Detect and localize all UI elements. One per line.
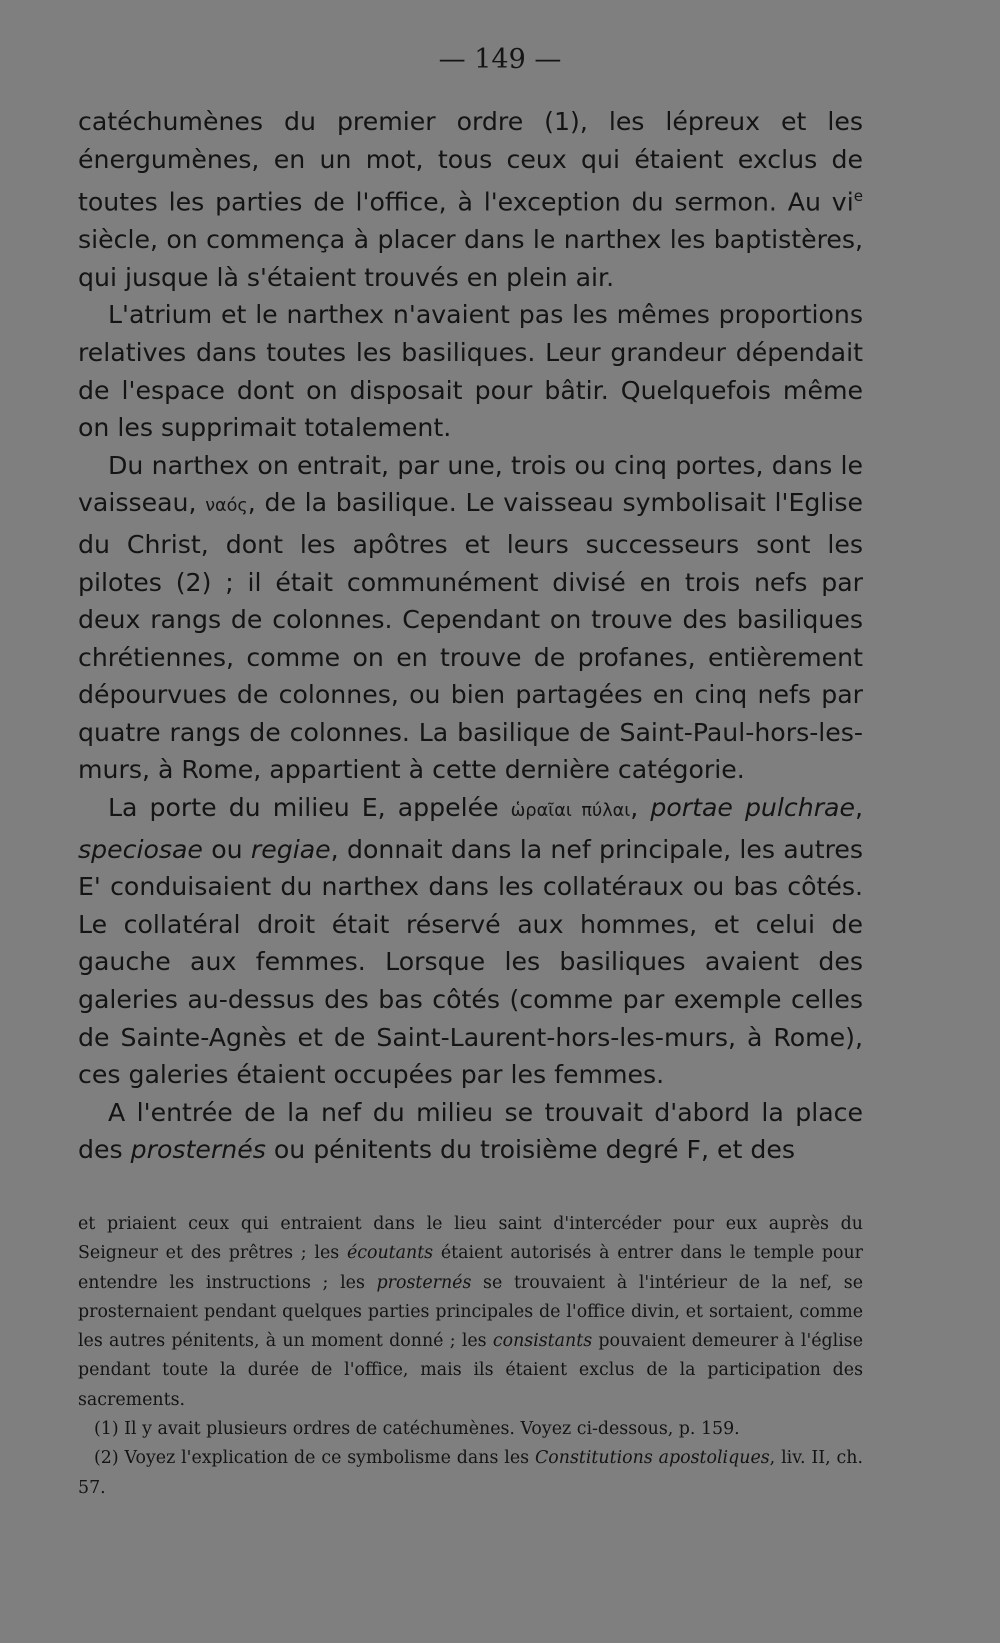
- text-segment: (1) Il y avait plusieurs ordres de catéchumènes. Voyez ci-dessous, p. 159.: [94, 1419, 740, 1440]
- text-segment: , donnait dans la nef principale, les autres E' conduisaient du narthex dans les collatéraux ou bas côtés. Le collatéral droit était réservé aux hommes, et celui de gauche aux femmes. Lorsque les basiliques avaient des galeries au-dessus des bas côtés (comme par exemple celles de Sainte-Agnès et de Saint-Laurent-hors-les-murs, à Rome), ces galeries étaient occupées par les femmes.: [78, 834, 864, 1090]
- footnote-continuation: [78, 1210, 863, 1415]
- text-segment: ὡραῖαι πύλαι: [510, 801, 631, 822]
- text-segment: prosternés: [376, 1272, 472, 1293]
- text-segment: regiae: [250, 834, 331, 864]
- text-segment: La porte du milieu E, appelée: [108, 793, 511, 823]
- text-segment: consistants: [492, 1331, 593, 1352]
- footnotes: [78, 1210, 863, 1503]
- text-segment: Constitutions apostoliques: [534, 1448, 770, 1469]
- text-segment: speciosae: [78, 834, 203, 864]
- text-segment: L'atrium et le narthex n'avaient pas les mêmes proportions relatives dans toutes les basiliques. Leur grandeur dépendait de l'espace dont on disposait pour bâtir. Quelquefois même on les supprimait totalement.: [78, 300, 863, 443]
- text-segment: portae pulchrae: [650, 793, 855, 823]
- text-segment: et priaient ceux qui entraient dans le lieu saint d'intercéder pour eux auprès du Seigneur et des prêtres ; les: [78, 1214, 863, 1264]
- text-segment: ναός: [205, 496, 248, 517]
- page-number: — 149 —: [438, 44, 562, 75]
- text-segment: siècle, on commença à placer dans le narthex les baptistères, qui jusque là s'étaient trouvés en plein air.: [78, 225, 863, 292]
- text-segment: vi: [831, 187, 854, 217]
- text-segment: catéchumènes du premier ordre (1), les lépreux et les énergumènes, en un mot, tous ceux qui étaient exclus de toutes les parties de l'office, à l'exception du sermon. Au: [78, 107, 863, 217]
- text-segment: pouvaient demeurer à l'église pendant toute la durée de l'office, mais ils étaient exclus de la participation des sacrements.: [78, 1331, 863, 1410]
- main-text: [78, 103, 863, 1169]
- text-segment: étaient autorisés à entrer dans le temple pour entendre les instructions ; les: [78, 1243, 863, 1293]
- paragraph-4: [78, 789, 863, 1094]
- text-segment: ou pénitents du troisième degré F, et des: [265, 1135, 795, 1165]
- text-segment: , de la basilique. Le vaisseau symbolisait l'Eglise du Christ, dont les apôtres et leurs successeurs sont les pilotes (2) ; il était communément divisé en trois nefs par deux rangs de colonnes. Cependant on trouve des basiliques chrétiennes, comme on en trouve de profanes, entièrement dépourvues de colonnes, ou bien partagées en cinq nefs par quatre rangs de colonnes. La basilique de Saint-Paul-hors-les-murs, à Rome, appartient à cette dernière catégorie.: [78, 488, 863, 785]
- paragraph-2: [78, 296, 863, 446]
- text-segment: prosternés: [130, 1135, 266, 1165]
- text-segment: e: [853, 187, 863, 206]
- text-segment: écoutants: [346, 1243, 434, 1264]
- text-segment: , liv. II, ch. 57.: [78, 1448, 863, 1498]
- text-segment: (2) Voyez l'explication de ce symbolisme dans les: [94, 1448, 535, 1469]
- text-segment: ,: [855, 793, 864, 823]
- paragraph-5: [78, 1094, 863, 1169]
- text-segment: se trouvaient à l'intérieur de la nef, se prosternaient pendant quelques parties principales de l'office divin, et sortaient, comme les autres pénitents, à un moment donné ; les: [78, 1272, 863, 1352]
- paragraph-1: [78, 103, 863, 296]
- footnote-1: [78, 1415, 863, 1444]
- text-segment: Du narthex on entrait, par une, trois ou cinq portes, dans le vaisseau,: [78, 450, 863, 518]
- text-segment: A l'entrée de la nef du milieu se trouvait d'abord la place des: [78, 1097, 863, 1165]
- text-segment: ou: [202, 834, 251, 864]
- text-segment: ,: [630, 793, 651, 823]
- footnote-2: [78, 1444, 863, 1503]
- paragraph-3: [78, 447, 863, 789]
